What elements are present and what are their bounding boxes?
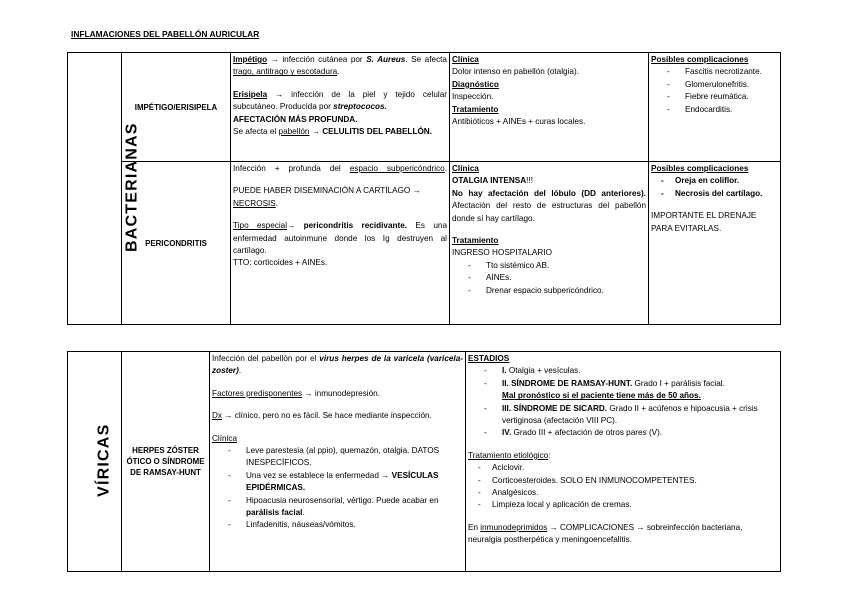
category-label: VÍRICAS: [95, 423, 113, 498]
complications-heading: Posibles complicaciones: [651, 55, 749, 64]
list-item: - Oreja en coliflor.: [651, 175, 778, 187]
autoinmune-text: Es una enfermedad autoinmune donde los Ig destruyen al cartílago.: [233, 221, 448, 256]
stage-1-text: Otalgia + vesículas.: [506, 366, 581, 376]
disease-pericondritis: PERICONDRITIS: [122, 162, 231, 325]
resto-text: Afectación del resto de estructuras del pabellón donde sí hay cartílago.: [452, 201, 646, 223]
complications-list: [651, 66, 778, 116]
erisipela-celulitis: → CELULITIS DEL PABELLÓN.: [309, 127, 432, 137]
list-item: - AINEs.: [452, 272, 646, 284]
impetigo-text-2: . Se afecta: [405, 55, 447, 64]
category-label: BACTERIANAS: [123, 122, 141, 253]
erisipela-agent: streptococos.: [333, 102, 387, 112]
pericondritis-definition: [231, 162, 450, 325]
list-item: - Linfadenitis, náuseas/vómitos.: [212, 519, 463, 531]
disease-impetigo: IMPÉTIGO/ERISIPELA: [122, 53, 231, 162]
erisipela-label: Erisipela: [233, 89, 268, 99]
dx-text: → clínico, pero no es fácil. Se hace mediante inspección.: [222, 411, 432, 421]
impetigo-label: Impétigo: [233, 55, 268, 64]
list-item: - Drenar espacio subpericóndrico.: [452, 285, 646, 297]
herpes-virus: virus herpes de la varicela (varicela-zoster): [212, 354, 463, 376]
inmuno-text: En: [468, 522, 481, 532]
page-title: INFLAMACIONES DEL PABELLÓN AURICULAR: [71, 29, 260, 39]
herpes-definition: [210, 352, 466, 572]
erisipela-pabellon: pabellón: [278, 127, 310, 137]
drenaje-note: IMPORTANTE EL DRENAJE PARA EVITARLAS.: [651, 211, 757, 233]
lobulo-text: No hay afectación del lóbulo (DD anteriores).: [452, 188, 646, 198]
factores-label: Factores predisponentes: [212, 388, 303, 398]
factores-text: → inmunodepresión.: [302, 388, 380, 398]
complications-heading: Posibles complicaciones: [651, 164, 749, 173]
list-item: - Limpieza local y aplicación de cremas.: [468, 499, 778, 511]
impetigo-clinical: [450, 53, 649, 162]
hipoacusia-text: Hipoacusia neurosensorial, vértigo. Puede acabar en: [246, 495, 439, 505]
list-item: [212, 470, 463, 495]
pericondritis-text: Infección + profunda del: [233, 164, 350, 173]
estadios-list: [468, 365, 778, 439]
recidivante-text: pericondritis recidivante.: [303, 221, 408, 231]
clinica-heading: Clínica: [452, 164, 479, 173]
tratamiento-list: [468, 462, 778, 512]
impetigo-agent: S. Aureus: [366, 55, 406, 64]
tratamiento-heading: Tratamiento etiológico: [468, 450, 549, 460]
list-item: - Fascitis necrotizante.: [651, 66, 778, 78]
list-item: - Corticoesteroides. SOLO EN INMUNOCOMPETENTES.: [468, 475, 778, 487]
estadios-heading: ESTADIOS: [468, 354, 510, 363]
pericondritis-space: espacio subpericóndrico: [349, 164, 445, 173]
paralisis-end: .: [302, 508, 305, 518]
list-item: - Leve parestesia (al ppio), quemazón, otalgia. DATOS INESPECÍFICOS.: [212, 445, 463, 470]
tratamiento-heading: Tratamiento: [452, 236, 499, 246]
clinica-text: Dolor intenso en pabellón (otalgia).: [452, 67, 579, 77]
dx-label: Dx: [212, 411, 223, 421]
complicaciones-text: → COMPLICACIONES → sobreinfección bacteriana, neuralgia postherpética y meningoencefalitis.: [468, 522, 743, 545]
stage-2-label: II. SÍNDROME DE RAMSAY-HUNT.: [502, 378, 633, 388]
list-item: [212, 495, 463, 520]
otalgia-text: OTALGIA INTENSA: [452, 176, 527, 186]
erisipela-text-2: Se afecta el: [233, 127, 279, 137]
vesiculas-text: Una vez se establece la enfermedad →: [246, 470, 392, 480]
vesiculas-bold: VESÍCULAS EPIDÉRMICAS.: [246, 470, 439, 493]
inmunodeprimidos-label: inmunodeprimidos: [480, 522, 548, 532]
disease-herpes-zoster: HERPES ZÓSTER ÓTICO O SÍNDROME DE RAMSAY-HUNT: [122, 352, 210, 572]
list-item: - Necrosis del cartílago.: [651, 188, 778, 200]
tto-text: TTO: corticoides + AINEs.: [233, 258, 328, 268]
tratamiento-heading: Tratamiento: [452, 104, 499, 114]
pericondritis-complications: [649, 162, 781, 325]
arrow: →: [287, 221, 304, 231]
stage-4-label: IV.: [502, 428, 512, 438]
necrosis-end: .: [275, 198, 279, 208]
tipo-especial-label: Tipo especial: [233, 221, 288, 231]
list-item: - Aciclovir.: [468, 462, 778, 474]
list-item: - Analgésicos.: [468, 487, 778, 499]
clinica-list: [212, 445, 463, 532]
stage-2-prognosis: Mal pronóstico si el paciente tiene más de 50 años.: [502, 391, 701, 401]
list-item: [468, 378, 778, 403]
pericondritis-end: .: [444, 164, 447, 173]
list-item: [468, 365, 778, 377]
list-item: - Endocarditis.: [651, 104, 778, 116]
impetigo-end: .: [337, 67, 340, 77]
herpes-end: .: [238, 366, 242, 376]
paralisis-bold: parálisis facial: [246, 508, 303, 518]
stage-2-text: Grado I + parálisis facial.: [632, 378, 725, 388]
colon: :: [548, 450, 551, 460]
diagnostico-heading: Diagnóstico: [452, 79, 499, 89]
diseminacion-text: PUEDE HABER DISEMINACIÓN A CARTÍLAGO →: [233, 186, 421, 196]
clinica-heading: Clínica: [212, 433, 238, 443]
erisipela-text: → infección de la piel y tejido celular subcutáneo. Producida por: [233, 89, 447, 112]
category-viricas: [68, 352, 122, 572]
treatment-list: [452, 260, 646, 297]
stage-3-label: III. SÍNDROME DE SICARD.: [502, 403, 608, 413]
list-item: - Fiebre reumática.: [651, 91, 778, 103]
clinica-heading: Clínica: [452, 55, 479, 64]
stage-3-text: Grado II + acúfenos e hipoacusia + crisis vertiginosa (afectación VIII PC).: [502, 403, 758, 426]
ingreso-text: INGRESO HOSPITALARIO: [452, 248, 552, 258]
list-item: [468, 403, 778, 428]
impetigo-definition: [231, 53, 450, 162]
stage-4-text: Grado III + afectación de otros pares (V).: [511, 428, 663, 438]
category-bacterianas: [68, 53, 141, 325]
list-item: [468, 427, 778, 439]
list-item: - Glomerulonefritis.: [651, 79, 778, 91]
bacterial-table: [67, 52, 781, 325]
pericondritis-clinical: [450, 162, 649, 325]
list-item: - Tto sistémico AB.: [452, 260, 646, 272]
complications-list: [651, 175, 778, 200]
tratamiento-text: Antibióticos + AINEs + curas locales.: [452, 117, 586, 127]
stage-1-label: I.: [502, 366, 507, 376]
impetigo-sites: trago, antitrago y escotadura: [233, 67, 338, 77]
exclamation: !!!: [526, 176, 533, 186]
impetigo-complications: [649, 53, 781, 162]
erisipela-deep: AFECTACIÓN MÁS PROFUNDA.: [233, 114, 358, 124]
herpes-stages: [466, 352, 781, 572]
impetigo-text: → infección cutánea por: [267, 55, 367, 64]
herpes-text: Infección del pabellón por el: [212, 354, 320, 363]
viral-table: [67, 351, 781, 572]
diagnostico-text: Inspección.: [452, 92, 494, 102]
necrosis-text: NECROSIS: [233, 198, 276, 208]
